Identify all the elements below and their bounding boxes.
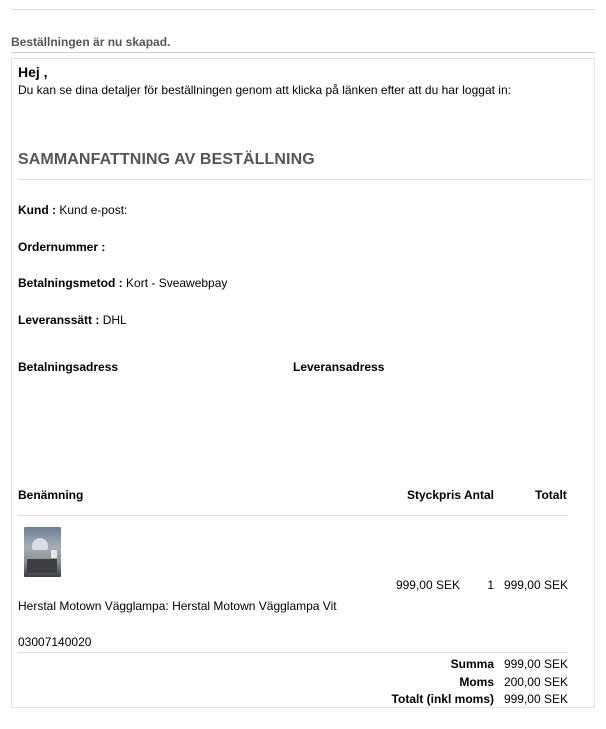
col-header-unit-price: Styckpris [407,488,462,502]
product-sku: 03007140020 [18,635,92,649]
subtotal-value: 999,00 SEK [503,657,568,671]
table-row-divider [18,652,568,653]
product-name: Herstal Motown Vägglampa: Herstal Motown Vägglampa Vit [18,599,337,613]
shipping-method-label: Leveranssätt : [18,313,100,327]
vat-label: Moms [459,675,494,689]
vat-value: 200,00 SEK [503,675,568,689]
row-total: 999,00 SEK [503,578,568,592]
payment-method-value: Kort - Sveawebpay [126,276,228,290]
table-header-divider [18,515,568,516]
grand-total-value: 999,00 SEK [503,692,568,706]
greeting: Hej , [18,64,48,80]
col-header-qty: Antal [464,488,494,502]
payment-method-field [18,276,227,290]
order-number-label: Ordernummer : [18,240,106,254]
order-number-field [18,240,105,254]
product-thumbnail[interactable] [24,527,61,577]
summary-divider [18,179,591,180]
billing-address-heading: Betalningsadress [18,360,119,374]
headline-divider [11,52,595,53]
col-header-total: Totalt [535,488,567,502]
shipping-method-value: DHL [102,313,127,327]
thumbnail-base [27,559,57,573]
delivery-address-heading: Leveransadress [293,360,385,374]
customer-label: Kund : [18,203,56,217]
order-confirmation-card [11,58,595,708]
shipping-method-field [18,313,127,327]
intro-text: Du kan se dina detaljer för beställningen genom att klicka på länken efter att du har loggat in: [18,83,511,97]
thumbnail-detail [51,550,57,558]
summary-title: SAMMANFATTNING AV BESTÄLLNING [18,151,315,168]
customer-value: Kund e-post: [59,203,128,217]
customer-field [18,203,127,217]
col-header-name: Benämning [18,488,84,502]
top-divider [11,9,595,10]
row-unit-price: 999,00 SEK [395,578,460,592]
grand-total-label: Totalt (inkl moms) [391,692,494,706]
row-qty: 1 [487,578,494,592]
subtotal-label: Summa [450,657,494,671]
lamp-shape [32,538,48,550]
page-headline: Beställningen är nu skapad. [11,35,171,49]
payment-method-label: Betalningsmetod : [18,276,123,290]
